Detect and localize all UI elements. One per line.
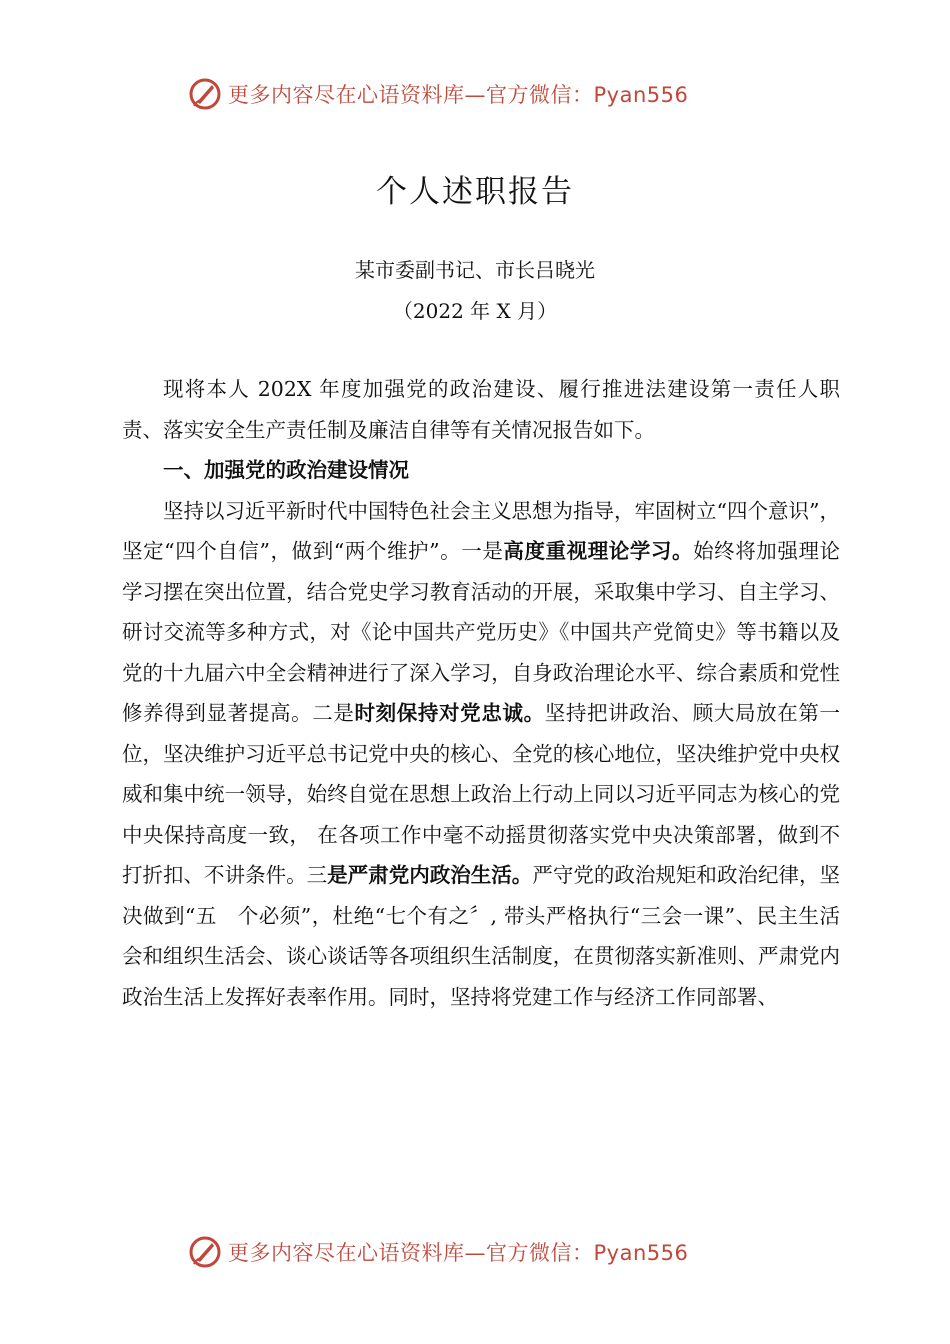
bold-phrase: 时刻保持对党忠诚。 [354,701,545,725]
section-heading: 一、加强党的政治建设情况 [163,458,409,482]
body-paragraph [122,491,840,1018]
paragraph-text: 始终将加强理论学习摆在突出位置，结合党史学习教育活动的开展，采取集中学习、自主学习、研讨交流等多种方式，对《论中国共产党历史》《中国共产党简史》等书籍以及党的十九届六中全会精神进行了深入学习，自身政治理论水平、综合素质和党性修养得到显著提高。二是 [122,539,841,725]
watermark-text: 更多内容尽在心语资料库—官方微信：Pyan556 [228,1241,689,1265]
paragraph-text: 坚持以习近平新时代中国特色社会主义思想为指导，牢固树立“四个意识”，坚定“四个自信”，做到“两个维护”。一是 [122,498,840,563]
document-date: （2022 年 X 月） [392,299,558,323]
watermark-text: 更多内容尽在心语资料库—官方微信：Pyan556 [228,83,689,107]
bold-phrase: 高度重视理论学习。 [503,539,694,563]
quill-pen-logo-icon [188,77,222,111]
document-body [122,369,840,1017]
document-title: 个人述职报告 [376,174,574,210]
paragraph-text: 严守党的政治规矩和政治纪律，坚决做到“五 个必须”，杜绝“七个有之〞, 带头严格执行“三会一课”、民主生活会和组织生活会、谈心谈话等各项组织生活制度，在贯彻落实新准则、严肃党内政治生活上发挥好表率作用。同时，坚持将党建工作与经济工作同部署、 [122,863,841,1009]
quill-pen-logo-icon [188,1235,222,1269]
document-author: 某市委副书记、市长吕晓光 [355,258,595,282]
paragraph-text: 坚持把讲政治、顾大局放在第一位，坚决维护习近平总书记党中央的核心、全党的核心地位，坚决维护党中央权威和集中统一领导，始终自觉在思想上政治上行动上同以习近平同志为核心的党中央保持高度一致， 在各项工作中毫不动摇贯彻落实党中央决策部署，做到不打折扣、不讲条件。三 [122,701,841,887]
watermark-footer [188,1232,688,1272]
intro-paragraph: 现将本人 202X 年度加强党的政治建设、履行推进法建设第一责任人职责、落实安全生产责任制及廉洁自律等有关情况报告如下。 [122,377,840,442]
watermark-header [188,74,688,114]
bold-phrase: 是严肃党内政治生活。 [327,863,533,887]
